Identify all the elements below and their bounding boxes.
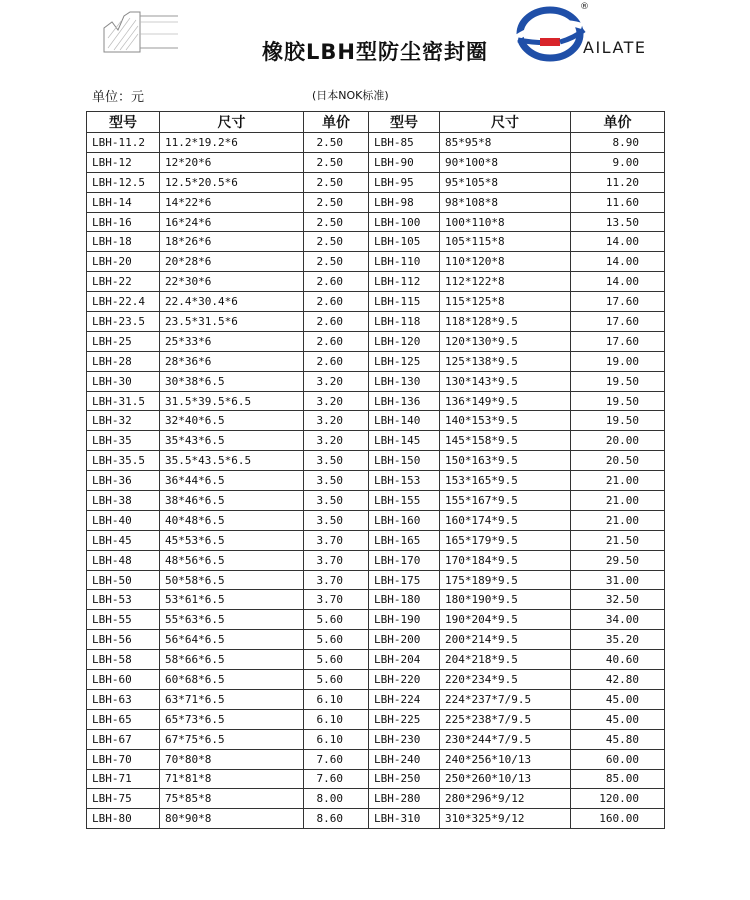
cell-size: 155*167*9.5	[440, 491, 571, 511]
cell-size: 310*325*9/12	[440, 809, 571, 829]
cell-price: 42.80	[571, 670, 665, 690]
standard-note: (日本NOK标准)	[312, 89, 389, 102]
cell-price: 5.60	[304, 630, 369, 650]
cell-size: 130*143*9.5	[440, 371, 571, 391]
cell-size: 12.5*20.5*6	[160, 172, 304, 192]
cell-price: 19.50	[571, 371, 665, 391]
table-row	[87, 689, 665, 709]
table-row	[87, 510, 665, 530]
cell-price: 160.00	[571, 809, 665, 829]
cell-price: 17.60	[571, 312, 665, 332]
cell-model: LBH-225	[369, 709, 440, 729]
cell-price: 8.60	[304, 809, 369, 829]
unit-label: 单位：元	[92, 90, 145, 105]
cell-price: 2.50	[304, 252, 369, 272]
cell-price: 20.00	[571, 431, 665, 451]
cell-price: 3.20	[304, 411, 369, 431]
cell-size: 250*260*10/13	[440, 769, 571, 789]
header-model: 型号	[87, 112, 160, 133]
table-row	[87, 252, 665, 272]
cell-price: 32.50	[571, 590, 665, 610]
cell-model: LBH-150	[369, 451, 440, 471]
cell-size: 200*214*9.5	[440, 630, 571, 650]
cell-price: 5.60	[304, 650, 369, 670]
cell-model: LBH-32	[87, 411, 160, 431]
table-row	[87, 630, 665, 650]
cell-size: 120*130*9.5	[440, 331, 571, 351]
cell-size: 25*33*6	[160, 331, 304, 351]
cell-price: 3.70	[304, 590, 369, 610]
cell-price: 14.00	[571, 272, 665, 292]
cell-model: LBH-23.5	[87, 312, 160, 332]
cell-size: 224*237*7/9.5	[440, 689, 571, 709]
cell-model: LBH-160	[369, 510, 440, 530]
cell-price: 120.00	[571, 789, 665, 809]
header-price: 单价	[571, 112, 665, 133]
cell-price: 45.00	[571, 689, 665, 709]
cell-size: 71*81*8	[160, 769, 304, 789]
cell-price: 3.50	[304, 510, 369, 530]
cell-size: 56*64*6.5	[160, 630, 304, 650]
cell-model: LBH-250	[369, 769, 440, 789]
cell-model: LBH-140	[369, 411, 440, 431]
cell-size: 100*110*8	[440, 212, 571, 232]
cell-size: 12*20*6	[160, 152, 304, 172]
cell-model: LBH-60	[87, 670, 160, 690]
table-row	[87, 411, 665, 431]
cell-size: 175*189*9.5	[440, 570, 571, 590]
cell-price: 21.50	[571, 530, 665, 550]
cell-model: LBH-90	[369, 152, 440, 172]
cell-price: 7.60	[304, 769, 369, 789]
cell-model: LBH-30	[87, 371, 160, 391]
cell-size: 240*256*10/13	[440, 749, 571, 769]
table-row	[87, 729, 665, 749]
cell-price: 19.50	[571, 411, 665, 431]
cell-size: 118*128*9.5	[440, 312, 571, 332]
table-row	[87, 570, 665, 590]
cell-model: LBH-180	[369, 590, 440, 610]
cell-price: 6.10	[304, 689, 369, 709]
table-row	[87, 331, 665, 351]
header-price: 单价	[304, 112, 369, 133]
cell-size: 30*38*6.5	[160, 371, 304, 391]
table-row	[87, 809, 665, 829]
cell-model: LBH-230	[369, 729, 440, 749]
cell-price: 14.00	[571, 252, 665, 272]
cell-price: 14.00	[571, 232, 665, 252]
cell-price: 3.70	[304, 570, 369, 590]
cell-size: 32*40*6.5	[160, 411, 304, 431]
table-row	[87, 152, 665, 172]
cell-price: 19.00	[571, 351, 665, 371]
table-row	[87, 351, 665, 371]
cell-model: LBH-240	[369, 749, 440, 769]
cell-model: LBH-22	[87, 272, 160, 292]
cell-size: 140*153*9.5	[440, 411, 571, 431]
cell-price: 2.60	[304, 351, 369, 371]
cell-price: 3.50	[304, 471, 369, 491]
cell-model: LBH-18	[87, 232, 160, 252]
cell-price: 3.50	[304, 451, 369, 471]
cell-price: 19.50	[571, 391, 665, 411]
cell-size: 145*158*9.5	[440, 431, 571, 451]
cell-model: LBH-35	[87, 431, 160, 451]
page-title: 橡胶LBH型防尘密封圈	[262, 40, 488, 64]
cell-model: LBH-85	[369, 133, 440, 153]
cell-size: 35*43*6.5	[160, 431, 304, 451]
cell-model: LBH-36	[87, 471, 160, 491]
cell-price: 2.50	[304, 152, 369, 172]
cell-model: LBH-100	[369, 212, 440, 232]
cell-size: 153*165*9.5	[440, 471, 571, 491]
cell-size: 45*53*6.5	[160, 530, 304, 550]
cell-size: 110*120*8	[440, 252, 571, 272]
cell-model: LBH-53	[87, 590, 160, 610]
table-row	[87, 769, 665, 789]
cell-size: 230*244*7/9.5	[440, 729, 571, 749]
cell-price: 13.50	[571, 212, 665, 232]
cell-size: 80*90*8	[160, 809, 304, 829]
cell-size: 280*296*9/12	[440, 789, 571, 809]
table-row	[87, 133, 665, 153]
cell-model: LBH-35.5	[87, 451, 160, 471]
cell-model: LBH-98	[369, 192, 440, 212]
cell-price: 11.20	[571, 172, 665, 192]
table-row	[87, 172, 665, 192]
cell-price: 31.00	[571, 570, 665, 590]
cell-price: 2.50	[304, 212, 369, 232]
cell-model: LBH-130	[369, 371, 440, 391]
cell-size: 180*190*9.5	[440, 590, 571, 610]
cell-model: LBH-22.4	[87, 292, 160, 312]
cell-size: 14*22*6	[160, 192, 304, 212]
cell-size: 150*163*9.5	[440, 451, 571, 471]
brand-name: AILATE	[583, 38, 647, 57]
cell-price: 3.20	[304, 431, 369, 451]
cell-price: 2.50	[304, 172, 369, 192]
table-row	[87, 292, 665, 312]
header-model: 型号	[369, 112, 440, 133]
cell-model: LBH-175	[369, 570, 440, 590]
cell-size: 95*105*8	[440, 172, 571, 192]
cell-size: 65*73*6.5	[160, 709, 304, 729]
cell-model: LBH-58	[87, 650, 160, 670]
cell-model: LBH-75	[87, 789, 160, 809]
cell-size: 50*58*6.5	[160, 570, 304, 590]
cell-size: 22.4*30.4*6	[160, 292, 304, 312]
cell-model: LBH-280	[369, 789, 440, 809]
cell-size: 90*100*8	[440, 152, 571, 172]
cell-model: LBH-105	[369, 232, 440, 252]
cell-model: LBH-12	[87, 152, 160, 172]
table-row	[87, 312, 665, 332]
table-row	[87, 530, 665, 550]
cell-size: 105*115*8	[440, 232, 571, 252]
cell-price: 21.00	[571, 491, 665, 511]
cell-model: LBH-190	[369, 610, 440, 630]
cell-size: 38*46*6.5	[160, 491, 304, 511]
cell-model: LBH-38	[87, 491, 160, 511]
cell-size: 75*85*8	[160, 789, 304, 809]
cell-price: 2.60	[304, 312, 369, 332]
cell-model: LBH-95	[369, 172, 440, 192]
cell-price: 85.00	[571, 769, 665, 789]
cell-model: LBH-145	[369, 431, 440, 451]
cell-model: LBH-56	[87, 630, 160, 650]
cell-size: 23.5*31.5*6	[160, 312, 304, 332]
cell-model: LBH-67	[87, 729, 160, 749]
cell-model: LBH-165	[369, 530, 440, 550]
cell-size: 190*204*9.5	[440, 610, 571, 630]
cell-size: 220*234*9.5	[440, 670, 571, 690]
cell-size: 63*71*6.5	[160, 689, 304, 709]
cell-price: 2.50	[304, 232, 369, 252]
cell-price: 3.20	[304, 371, 369, 391]
cell-model: LBH-80	[87, 809, 160, 829]
price-table	[86, 111, 665, 829]
cell-price: 3.50	[304, 491, 369, 511]
cell-model: LBH-120	[369, 331, 440, 351]
cell-price: 3.20	[304, 391, 369, 411]
cell-price: 3.70	[304, 530, 369, 550]
cell-size: 40*48*6.5	[160, 510, 304, 530]
table-row	[87, 371, 665, 391]
cell-model: LBH-112	[369, 272, 440, 292]
cell-price: 2.60	[304, 331, 369, 351]
table-row	[87, 491, 665, 511]
cell-model: LBH-155	[369, 491, 440, 511]
table-row	[87, 192, 665, 212]
cell-model: LBH-40	[87, 510, 160, 530]
cell-size: 55*63*6.5	[160, 610, 304, 630]
table-row	[87, 590, 665, 610]
cell-model: LBH-45	[87, 530, 160, 550]
cell-price: 29.50	[571, 550, 665, 570]
table-row	[87, 232, 665, 252]
cell-size: 20*28*6	[160, 252, 304, 272]
cell-model: LBH-11.2	[87, 133, 160, 153]
cell-size: 60*68*6.5	[160, 670, 304, 690]
cell-price: 35.20	[571, 630, 665, 650]
table-row	[87, 749, 665, 769]
cell-size: 48*56*6.5	[160, 550, 304, 570]
cell-model: LBH-25	[87, 331, 160, 351]
table-row	[87, 610, 665, 630]
cell-model: LBH-28	[87, 351, 160, 371]
cell-model: LBH-204	[369, 650, 440, 670]
table-row	[87, 789, 665, 809]
cell-size: 115*125*8	[440, 292, 571, 312]
cell-model: LBH-125	[369, 351, 440, 371]
cell-price: 17.60	[571, 331, 665, 351]
cell-model: LBH-48	[87, 550, 160, 570]
cell-model: LBH-118	[369, 312, 440, 332]
cell-model: LBH-65	[87, 709, 160, 729]
cell-price: 2.60	[304, 272, 369, 292]
cell-model: LBH-70	[87, 749, 160, 769]
cell-size: 70*80*8	[160, 749, 304, 769]
cell-price: 21.00	[571, 471, 665, 491]
cell-price: 45.80	[571, 729, 665, 749]
cell-size: 22*30*6	[160, 272, 304, 292]
cell-size: 225*238*7/9.5	[440, 709, 571, 729]
table-row	[87, 431, 665, 451]
cell-model: LBH-220	[369, 670, 440, 690]
cell-model: LBH-136	[369, 391, 440, 411]
cell-price: 6.10	[304, 729, 369, 749]
cell-size: 18*26*6	[160, 232, 304, 252]
cell-price: 34.00	[571, 610, 665, 630]
cell-price: 2.50	[304, 133, 369, 153]
cell-size: 160*174*9.5	[440, 510, 571, 530]
header-size: 尺寸	[440, 112, 571, 133]
table-row	[87, 272, 665, 292]
header-size: 尺寸	[160, 112, 304, 133]
cell-size: 31.5*39.5*6.5	[160, 391, 304, 411]
cell-model: LBH-50	[87, 570, 160, 590]
table-row	[87, 709, 665, 729]
registered-mark: ®	[580, 2, 589, 12]
cell-price: 60.00	[571, 749, 665, 769]
cell-price: 6.10	[304, 709, 369, 729]
cell-size: 204*218*9.5	[440, 650, 571, 670]
cell-model: LBH-170	[369, 550, 440, 570]
cell-price: 5.60	[304, 610, 369, 630]
cell-model: LBH-14	[87, 192, 160, 212]
cell-model: LBH-12.5	[87, 172, 160, 192]
table-header-row	[87, 112, 665, 133]
cell-price: 9.00	[571, 152, 665, 172]
cell-price: 2.50	[304, 192, 369, 212]
cell-model: LBH-55	[87, 610, 160, 630]
cell-size: 36*44*6.5	[160, 471, 304, 491]
cell-size: 136*149*9.5	[440, 391, 571, 411]
cell-size: 170*184*9.5	[440, 550, 571, 570]
cell-price: 11.60	[571, 192, 665, 212]
cell-price: 45.00	[571, 709, 665, 729]
cell-size: 35.5*43.5*6.5	[160, 451, 304, 471]
cell-model: LBH-153	[369, 471, 440, 491]
cell-size: 58*66*6.5	[160, 650, 304, 670]
cell-size: 112*122*8	[440, 272, 571, 292]
table-row	[87, 550, 665, 570]
table-row	[87, 650, 665, 670]
cell-size: 53*61*6.5	[160, 590, 304, 610]
cell-size: 16*24*6	[160, 212, 304, 232]
cell-model: LBH-63	[87, 689, 160, 709]
cell-price: 3.70	[304, 550, 369, 570]
cell-size: 28*36*6	[160, 351, 304, 371]
cell-model: LBH-31.5	[87, 391, 160, 411]
cell-price: 5.60	[304, 670, 369, 690]
cell-price: 20.50	[571, 451, 665, 471]
cell-size: 98*108*8	[440, 192, 571, 212]
table-row	[87, 670, 665, 690]
cell-model: LBH-224	[369, 689, 440, 709]
cell-model: LBH-115	[369, 292, 440, 312]
cell-price: 2.60	[304, 292, 369, 312]
cell-price: 21.00	[571, 510, 665, 530]
cell-size: 125*138*9.5	[440, 351, 571, 371]
cell-size: 165*179*9.5	[440, 530, 571, 550]
cell-price: 40.60	[571, 650, 665, 670]
table-row	[87, 391, 665, 411]
cell-price: 17.60	[571, 292, 665, 312]
cell-size: 67*75*6.5	[160, 729, 304, 749]
cell-size: 11.2*19.2*6	[160, 133, 304, 153]
cell-model: LBH-71	[87, 769, 160, 789]
table-body	[87, 133, 665, 829]
table-row	[87, 451, 665, 471]
cell-model: LBH-110	[369, 252, 440, 272]
cell-price: 8.90	[571, 133, 665, 153]
cell-price: 8.00	[304, 789, 369, 809]
cell-model: LBH-16	[87, 212, 160, 232]
table-row	[87, 471, 665, 491]
cell-model: LBH-200	[369, 630, 440, 650]
cell-model: LBH-20	[87, 252, 160, 272]
cell-model: LBH-310	[369, 809, 440, 829]
cell-size: 85*95*8	[440, 133, 571, 153]
table-row	[87, 212, 665, 232]
cell-price: 7.60	[304, 749, 369, 769]
